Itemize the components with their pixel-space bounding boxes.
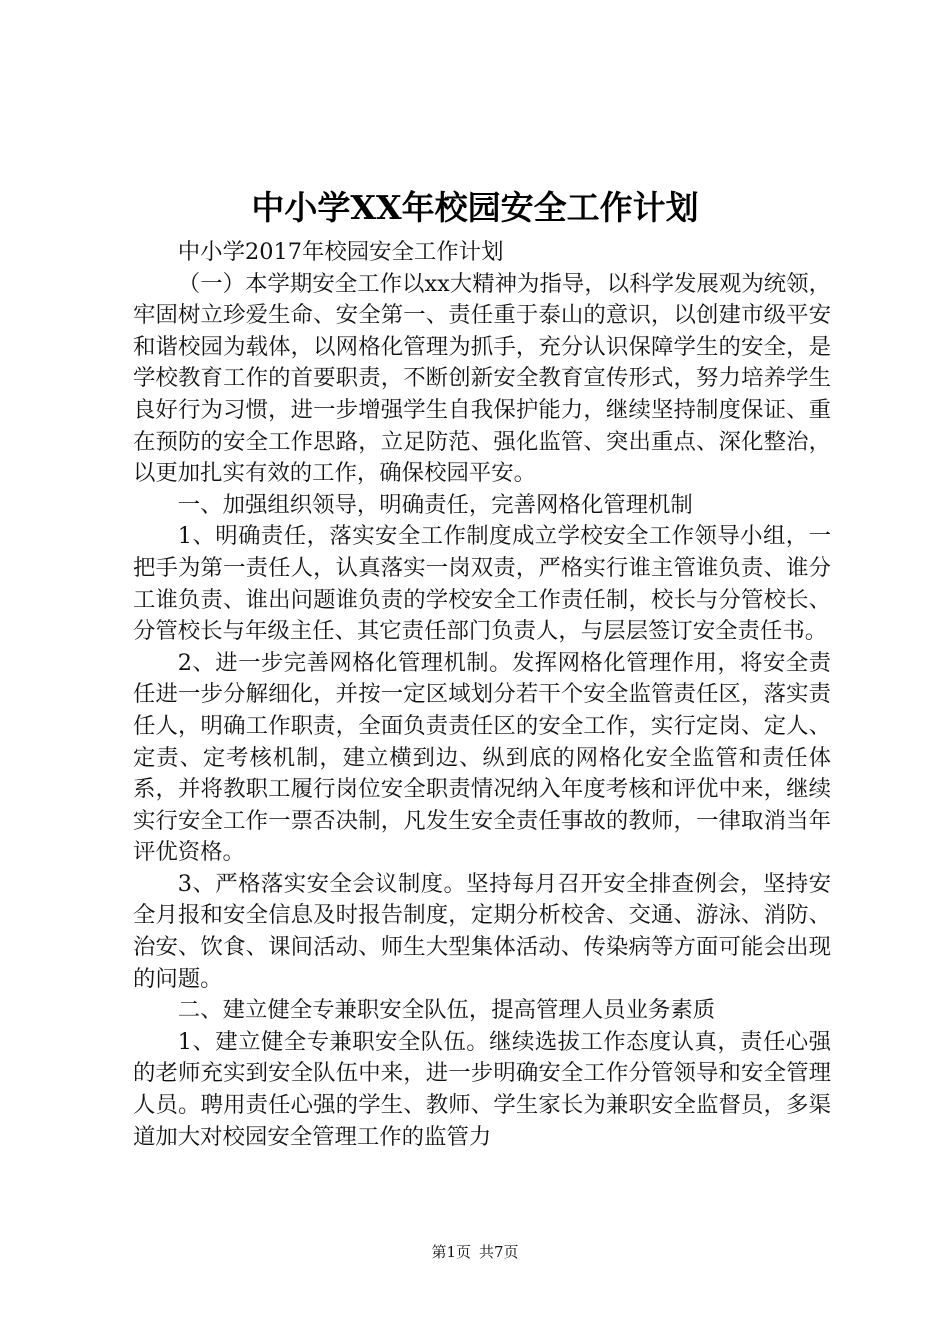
page-footer [0, 1242, 950, 1262]
intro-paragraph: （一）本学期安全工作以xx大精神为指导，以科学发展观为统领，牢固树立珍爱生命、安全第一、责任重于泰山的意识，以创建市级平安和谐校园为载体，以网格化管理为抓手，充分认识保障学生的安全，是学校教育工作的首要职责，不断创新安全教育宣传形式，努力培养学生良好行为习惯，进一步增强学生自我保护能力，继续坚持制度保证、重在预防的安全工作思路，立足防范、强化监管、突出重点、深化整治，以更加扎实有效的工作，确保校园平安。 [133, 270, 831, 487]
section-heading-2: 二、建立健全专兼职安全队伍，提高管理人员业务素质 [177, 997, 716, 1024]
body-paragraph: 2、进一步完善网格化管理机制。发挥网格化管理作用，将安全责任进一步分解细化，并按一定区域划分若干个安全监管责任区，落实责任人，明确工作职责，全面负责责任区的安全工作，实行定岗、定人、定责、定考核机制，建立横到边、纵到底的网格化安全监管和责任体系，并将教职工履行岗位安全职责情况纳入年度考核和评优中来，继续实行安全工作一票否决制，凡发生安全责任事故的教师，一律取消当年评优资格。 [133, 649, 831, 866]
body-paragraph: 1、明确责任，落实安全工作制度成立学校安全工作领导小组，一把手为第一责任人，认真落实一岗双责，严格实行谁主管谁负责、谁分工谁负责、谁出问题谁负责的学校安全工作责任制，校长与分管校长、分管校长与年级主任、其它责任部门负责人，与层层签订安全责任书。 [133, 523, 831, 645]
section-heading-1: 一、加强组织领导，明确责任，完善网格化管理机制 [177, 491, 693, 518]
body-paragraph: 3、严格落实安全会议制度。坚持每月召开安全排查例会，坚持安全月报和安全信息及时报告制度，定期分析校舍、交通、游泳、消防、治安、饮食、课间活动、师生大型集体活动、传染病等方面可能会出现的问题。 [133, 870, 831, 992]
document-title: 中小学XX年校园安全工作计划 [251, 188, 699, 227]
page-total: 共7页 [479, 1243, 519, 1261]
subtitle-paragraph: 中小学2017年校园安全工作计划 [177, 239, 504, 265]
page-number: 第1页 [431, 1243, 471, 1261]
body-paragraph: 1、建立健全专兼职安全队伍。继续选拔工作态度认真，责任心强的老师充实到安全队伍中来，进一步明确安全工作分管领导和安全管理人员。聘用责任心强的学生、教师、学生家长为兼职安全监督员，多渠道加大对校园安全管理工作的监管力 [133, 1028, 831, 1150]
document-body [133, 237, 831, 1153]
